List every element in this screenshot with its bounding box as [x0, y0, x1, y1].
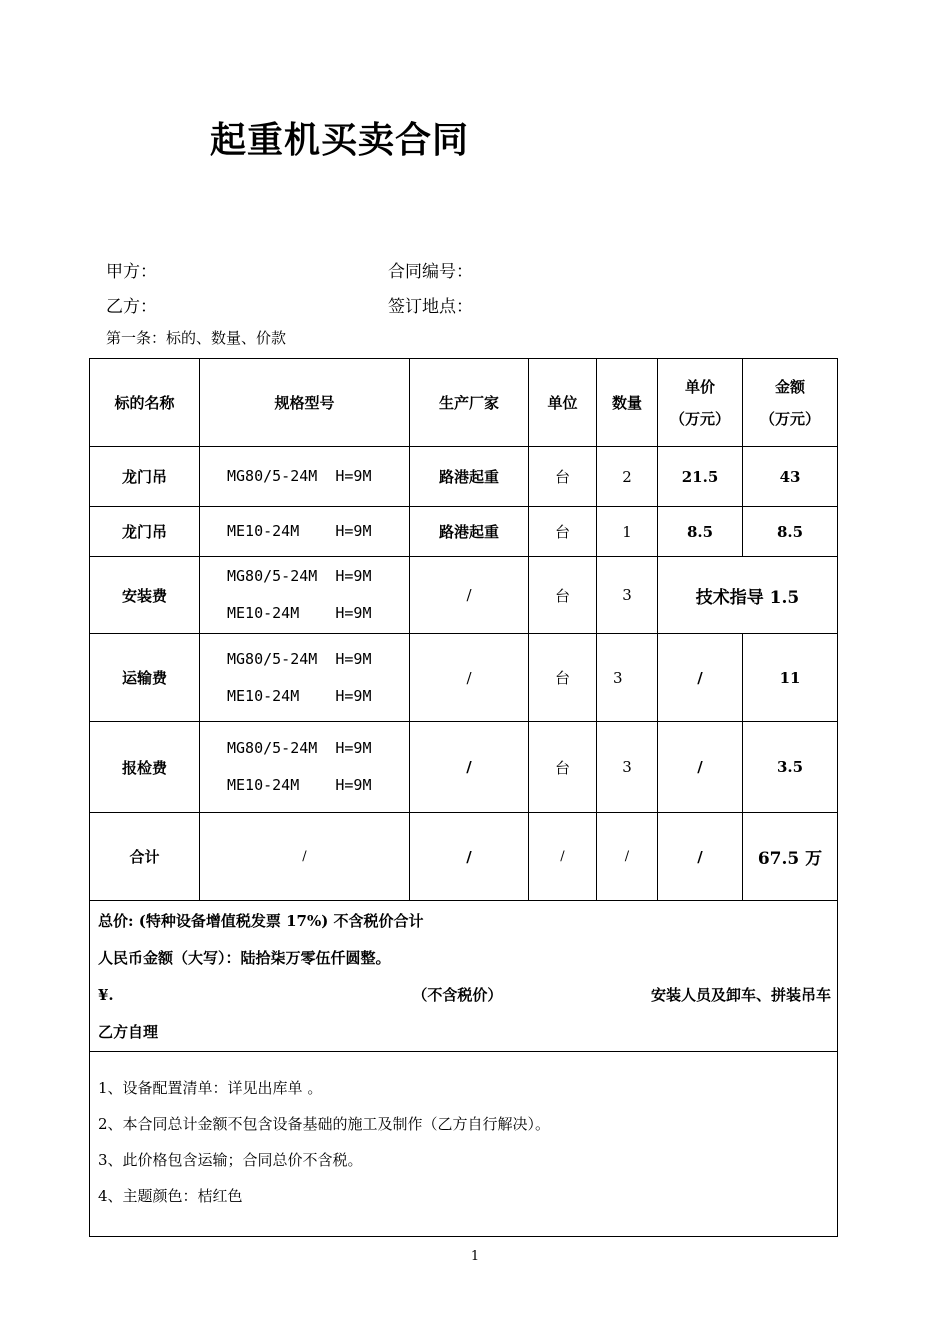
- table-total-row: [90, 813, 838, 901]
- table-notes-row: [90, 1052, 838, 1237]
- header-spec: 规格型号: [200, 359, 410, 447]
- table-row: [90, 447, 838, 507]
- note-item: 4、主题颜色：桔红色: [98, 1187, 243, 1205]
- row-qty: 3: [597, 634, 658, 722]
- party-b-label: 乙方：: [106, 297, 157, 317]
- row-unit: 台: [529, 447, 597, 507]
- summary-currency: ¥.: [98, 986, 114, 1004]
- row-name: 报检费: [90, 722, 200, 813]
- notes-section: [90, 1052, 838, 1237]
- row-price: /: [658, 813, 743, 901]
- row-name: 合计: [90, 813, 200, 901]
- page-number: 1: [470, 1249, 480, 1264]
- row-price: 21.5: [658, 447, 743, 507]
- clause-1-heading: 第一条：标的、数量、价款: [106, 329, 287, 347]
- row-spec: /: [200, 813, 410, 901]
- row-price: /: [658, 634, 743, 722]
- party-a-label: 甲方：: [106, 262, 157, 282]
- header-unit-price-line1: 单价: [684, 377, 715, 396]
- summary-line-3: [98, 977, 831, 1014]
- row-qty: 1: [597, 507, 658, 557]
- header-unit-price-line2: （万元）: [669, 409, 730, 428]
- header-maker: 生产厂家: [410, 359, 529, 447]
- row-maker: /: [410, 557, 529, 634]
- row-qty: 2: [597, 447, 658, 507]
- row-name: 运输费: [90, 634, 200, 722]
- total-price-summary: [90, 901, 838, 1052]
- header-unit: 单位: [529, 359, 597, 447]
- table-row: [90, 507, 838, 557]
- row-unit: /: [529, 813, 597, 901]
- row-qty: 3: [597, 722, 658, 813]
- row-qty: /: [597, 813, 658, 901]
- row-unit: 台: [529, 507, 597, 557]
- contract-table: [89, 358, 838, 1237]
- row-spec: [200, 634, 410, 722]
- row-spec: [200, 507, 410, 557]
- header-qty: 数量: [597, 359, 658, 447]
- row-spec: [200, 447, 410, 507]
- row-maker: /: [410, 813, 529, 901]
- spec-line: MG80/5-24M H=9M: [227, 467, 372, 485]
- table-header-row: [90, 359, 838, 447]
- row-amount: 43: [743, 447, 838, 507]
- spec-line: ME10-24M H=9M: [227, 604, 372, 622]
- table-summary-row: [90, 901, 838, 1052]
- summary-line-2: 人民币金额（大写）：陆拾柒万零伍仟圆整。: [98, 949, 391, 967]
- table-row: [90, 722, 838, 813]
- spec-line: MG80/5-24M H=9M: [227, 567, 372, 585]
- row-amount: 8.5: [743, 507, 838, 557]
- note-item: 1、设备配置清单：详见出库单 。: [98, 1079, 323, 1097]
- header-amount-line2: （万元）: [759, 409, 820, 428]
- spec-line: MG80/5-24M H=9M: [227, 649, 372, 668]
- row-unit: 台: [529, 722, 597, 813]
- spec-line: ME10-24M H=9M: [227, 522, 372, 540]
- spec-line: ME10-24M H=9M: [227, 686, 372, 705]
- header-name: 标的名称: [90, 359, 200, 447]
- document-title: 起重机买卖合同: [210, 120, 470, 161]
- row-name: 龙门吊: [90, 447, 200, 507]
- row-amount: 11: [743, 634, 838, 722]
- summary-line-1: 总价: (特种设备增值税发票 17%) 不含税价合计: [98, 912, 424, 930]
- row-maker: 路港起重: [410, 447, 529, 507]
- row-maker: /: [410, 722, 529, 813]
- summary-install-note: 安装人员及卸车、拼装吊车: [650, 986, 831, 1004]
- summary-tax-note: （不含税价）: [412, 986, 503, 1004]
- row-amount: 3.5: [743, 722, 838, 813]
- summary-line-4: 乙方自理: [98, 1023, 159, 1041]
- note-item: 3、此价格包含运输；合同总价不含税。: [98, 1151, 363, 1169]
- row-spec: [200, 557, 410, 634]
- row-amount: 67.5 万: [743, 813, 838, 901]
- spec-line: ME10-24M H=9M: [227, 776, 372, 794]
- row-merged-price-amount: 技术指导 1.5: [658, 557, 838, 634]
- row-unit: 台: [529, 634, 597, 722]
- spec-line: MG80/5-24M H=9M: [227, 739, 372, 757]
- header-amount: [743, 359, 838, 447]
- row-price: /: [658, 722, 743, 813]
- row-price: 8.5: [658, 507, 743, 557]
- row-name: 安装费: [90, 557, 200, 634]
- header-unit-price: [658, 359, 743, 447]
- row-name: 龙门吊: [90, 507, 200, 557]
- signing-place-label: 签订地点：: [388, 297, 473, 317]
- header-amount-line1: 金额: [774, 377, 805, 396]
- row-maker: /: [410, 634, 529, 722]
- contract-number-label: 合同编号：: [388, 262, 473, 282]
- row-spec: [200, 722, 410, 813]
- row-unit: 台: [529, 557, 597, 634]
- row-maker: 路港起重: [410, 507, 529, 557]
- table-row: [90, 634, 838, 722]
- note-item: 2、本合同总计金额不包含设备基础的施工及制作（乙方自行解决）。: [98, 1115, 551, 1133]
- row-qty: 3: [597, 557, 658, 634]
- table-row: [90, 557, 838, 634]
